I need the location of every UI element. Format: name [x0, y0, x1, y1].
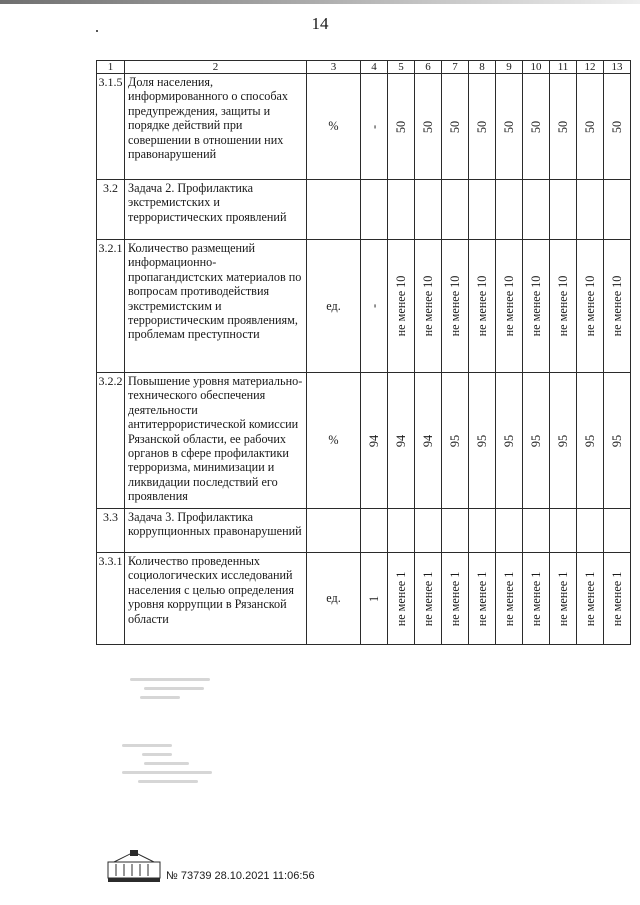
empty-cell — [388, 509, 415, 553]
value-cell — [523, 74, 550, 180]
target-value: 95 — [582, 434, 597, 447]
value-cell — [523, 373, 550, 509]
value-cell — [388, 74, 415, 180]
value-cell — [388, 373, 415, 509]
empty-cell — [577, 180, 604, 240]
empty-cell — [415, 509, 442, 553]
table-row — [97, 180, 631, 240]
value-cell — [469, 373, 496, 509]
base-value: 1 — [366, 595, 381, 602]
target-value: не менее 10 — [582, 275, 597, 337]
target-value: 95 — [447, 434, 462, 447]
target-value: не менее 1 — [555, 571, 570, 626]
indicator-name: Количество проведенных социологических исследований населения с целью определения уровня коррупции в Рязанской области — [125, 553, 307, 645]
faded-signature-block — [130, 672, 220, 705]
empty-cell — [523, 509, 550, 553]
col-header: 5 — [388, 61, 415, 74]
stamp-text: № 73739 28.10.2021 11:06:56 — [166, 870, 315, 882]
value-cell — [415, 373, 442, 509]
target-value: не менее 1 — [474, 571, 489, 626]
target-value: 50 — [447, 120, 462, 133]
target-value: 50 — [420, 120, 435, 133]
target-value: 50 — [582, 120, 597, 133]
row-number: 3.2.2 — [97, 373, 125, 509]
col-header: 8 — [469, 61, 496, 74]
base-value-cell — [361, 74, 388, 180]
value-cell — [604, 373, 631, 509]
target-value: 50 — [609, 120, 624, 133]
value-cell — [415, 553, 442, 645]
value-cell — [523, 240, 550, 373]
value-cell — [550, 553, 577, 645]
indicator-name: Задача 3. Профилактика коррупционных правонарушений — [125, 509, 307, 553]
target-value: не менее 1 — [501, 571, 516, 626]
header-row — [97, 61, 631, 74]
value-cell — [604, 553, 631, 645]
base-value: - — [366, 124, 381, 129]
registration-stamp — [106, 848, 466, 888]
col-header: 13 — [604, 61, 631, 74]
target-value: 50 — [555, 120, 570, 133]
value-cell — [496, 240, 523, 373]
target-value: 95 — [555, 434, 570, 447]
target-value: не менее 10 — [447, 275, 462, 337]
value-cell — [604, 74, 631, 180]
value-cell — [550, 240, 577, 373]
indicator-name: Задача 2. Профилактика экстремистских и террористических проявлений — [125, 180, 307, 240]
target-value: не менее 1 — [582, 571, 597, 626]
table-row — [97, 74, 631, 180]
empty-cell — [361, 180, 388, 240]
value-cell — [469, 553, 496, 645]
empty-cell — [550, 509, 577, 553]
value-cell — [523, 553, 550, 645]
empty-cell — [496, 180, 523, 240]
table-row — [97, 373, 631, 509]
col-header: 1 — [97, 61, 125, 74]
target-value: 50 — [474, 120, 489, 133]
table-row — [97, 509, 631, 553]
target-value: 94 — [393, 434, 408, 447]
target-value: 50 — [501, 120, 516, 133]
empty-cell — [523, 180, 550, 240]
empty-cell — [496, 509, 523, 553]
base-value: 94 — [366, 434, 381, 447]
value-cell — [415, 240, 442, 373]
unit-cell: % — [307, 373, 361, 509]
target-value: не менее 1 — [420, 571, 435, 626]
value-cell — [550, 373, 577, 509]
value-cell — [442, 240, 469, 373]
col-header: 6 — [415, 61, 442, 74]
unit-cell: ед. — [307, 553, 361, 645]
empty-cell — [577, 509, 604, 553]
value-cell — [577, 553, 604, 645]
col-header: 2 — [125, 61, 307, 74]
col-header: 7 — [442, 61, 469, 74]
value-cell — [577, 240, 604, 373]
empty-cell — [388, 180, 415, 240]
target-value: не менее 10 — [393, 275, 408, 337]
value-cell — [577, 373, 604, 509]
target-value: не менее 10 — [528, 275, 543, 337]
col-header: 3 — [307, 61, 361, 74]
target-value: не менее 1 — [393, 571, 408, 626]
indicators-table — [96, 60, 631, 645]
row-number: 3.3.1 — [97, 553, 125, 645]
base-value-cell — [361, 240, 388, 373]
indicator-name: Количество размещений информационно-пропагандистских материалов по вопросам противодействия экстремистским и террористическим проявлениям, проблемам преступности — [125, 240, 307, 373]
value-cell — [469, 74, 496, 180]
empty-cell — [469, 509, 496, 553]
value-cell — [415, 74, 442, 180]
empty-cell — [415, 180, 442, 240]
indicator-name: Повышение уровня материально-технического обеспечения деятельности антитеррористической комиссии Рязанской области, ее рабочих органов в сфере профилактики терроризма, минимизации и ликвидации последствий его проявления — [125, 373, 307, 509]
target-value: 95 — [474, 434, 489, 447]
table-row — [97, 240, 631, 373]
target-value: не менее 1 — [447, 571, 462, 626]
scan-top-edge — [0, 0, 640, 4]
indicator-name: Доля населения, информированного о способах предупреждения, защиты и порядке действий при совершении в отношении них правонарушений — [125, 74, 307, 180]
base-value-cell — [361, 553, 388, 645]
faded-approval-block — [122, 738, 212, 789]
value-cell — [469, 240, 496, 373]
row-number: 3.2.1 — [97, 240, 125, 373]
base-value-cell — [361, 373, 388, 509]
empty-cell — [307, 509, 361, 553]
col-header: 10 — [523, 61, 550, 74]
value-cell — [442, 74, 469, 180]
row-number: 3.3 — [97, 509, 125, 553]
base-value: - — [366, 303, 381, 309]
target-value: не менее 10 — [501, 275, 516, 337]
empty-cell — [469, 180, 496, 240]
target-value: не менее 1 — [528, 571, 543, 626]
empty-cell — [307, 180, 361, 240]
unit-cell: % — [307, 74, 361, 180]
target-value: 95 — [609, 434, 624, 447]
target-value: не менее 1 — [609, 571, 624, 626]
value-cell — [388, 240, 415, 373]
table-body — [97, 61, 631, 645]
building-seal-icon — [106, 848, 162, 884]
target-value: 50 — [528, 120, 543, 133]
empty-cell — [442, 509, 469, 553]
empty-cell — [361, 509, 388, 553]
empty-cell — [604, 180, 631, 240]
value-cell — [442, 553, 469, 645]
table-row — [97, 553, 631, 645]
target-value: не менее 10 — [420, 275, 435, 337]
empty-cell — [442, 180, 469, 240]
target-value: не менее 10 — [555, 275, 570, 337]
value-cell — [577, 74, 604, 180]
row-number: 3.1.5 — [97, 74, 125, 180]
value-cell — [388, 553, 415, 645]
value-cell — [442, 373, 469, 509]
col-header: 9 — [496, 61, 523, 74]
target-value: 50 — [393, 120, 408, 133]
col-header: 4 — [361, 61, 388, 74]
unit-cell: ед. — [307, 240, 361, 373]
target-value: 94 — [420, 434, 435, 447]
target-value: 95 — [501, 434, 516, 447]
value-cell — [550, 74, 577, 180]
value-cell — [496, 74, 523, 180]
row-number: 3.2 — [97, 180, 125, 240]
target-value: не менее 10 — [609, 275, 624, 337]
empty-cell — [604, 509, 631, 553]
page-number: 14 — [311, 14, 329, 33]
target-value: не менее 10 — [474, 275, 489, 337]
col-header: 11 — [550, 61, 577, 74]
empty-cell — [550, 180, 577, 240]
value-cell — [604, 240, 631, 373]
col-header: 12 — [577, 61, 604, 74]
value-cell — [496, 373, 523, 509]
value-cell — [496, 553, 523, 645]
target-value: 95 — [528, 434, 543, 447]
